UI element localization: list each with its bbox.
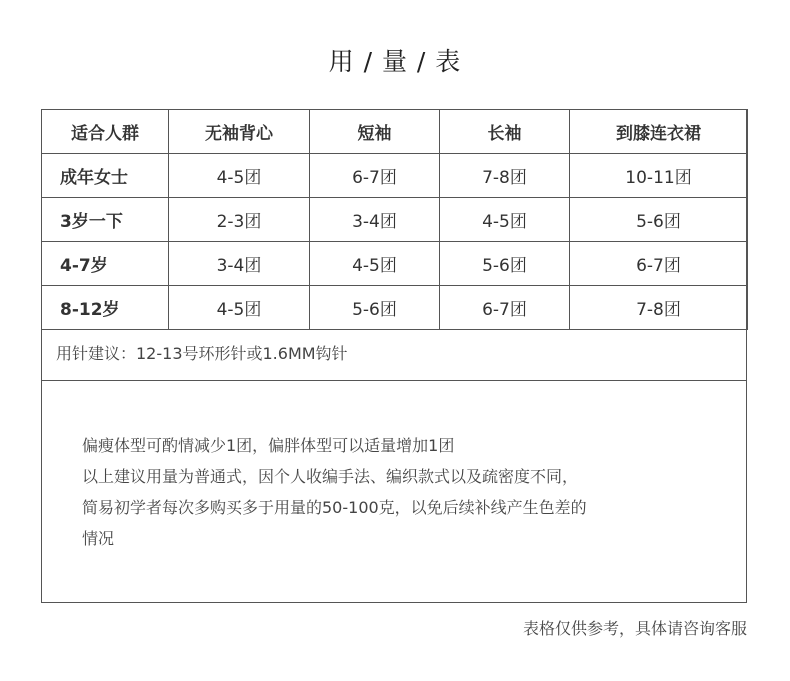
column-header-short-sleeve: 短袖 [310,110,440,154]
table-row [42,198,748,242]
table-cell: 7-8团 [570,286,748,330]
column-header-knee-dress: 到膝连衣裙 [570,110,748,154]
table-cell: 3-4团 [169,242,310,286]
table-cell: 2-3团 [169,198,310,242]
note-line: 偏瘦体型可酌情减少1团，偏胖体型可以适量增加1团 [82,436,455,455]
needle-suggestion: 用针建议：12-13号环形针或1.6MM钩针 [41,328,747,381]
row-group-label: 3岁一下 [42,198,169,242]
usage-table [41,109,748,330]
page-title: 用 / 量 / 表 [328,47,462,76]
note-line: 情况 [82,529,115,548]
column-header-long-sleeve: 长袖 [440,110,570,154]
table-cell: 6-7团 [570,242,748,286]
table-cell: 5-6团 [310,286,440,330]
table-header-row [42,110,748,154]
table-cell: 4-5团 [169,286,310,330]
note-line: 简易初学者每次多购买多于用量的50-100克，以免后续补线产生色差的 [82,498,587,517]
table-cell: 4-5团 [169,154,310,198]
table-row [42,154,748,198]
footer-disclaimer: 表格仅供参考，具体请咨询客服 [522,619,747,638]
column-header-sleeveless-vest: 无袖背心 [169,110,310,154]
column-header-group: 适合人群 [42,110,169,154]
table-cell: 4-5团 [440,198,570,242]
table-cell: 10-11团 [570,154,748,198]
row-group-label: 8-12岁 [42,286,169,330]
table-cell: 3-4团 [310,198,440,242]
row-group-label: 成年女士 [42,154,169,198]
table-cell: 4-5团 [310,242,440,286]
table-cell: 6-7团 [310,154,440,198]
table-row [42,242,748,286]
note-line: 以上建议用量为普通式，因个人收编手法、编织款式以及疏密度不同， [82,467,579,486]
table-cell: 7-8团 [440,154,570,198]
notes-block [82,430,722,554]
table-cell: 5-6团 [440,242,570,286]
table-cell: 6-7团 [440,286,570,330]
row-group-label: 4-7岁 [42,242,169,286]
table-cell: 5-6团 [570,198,748,242]
table-row [42,286,748,330]
